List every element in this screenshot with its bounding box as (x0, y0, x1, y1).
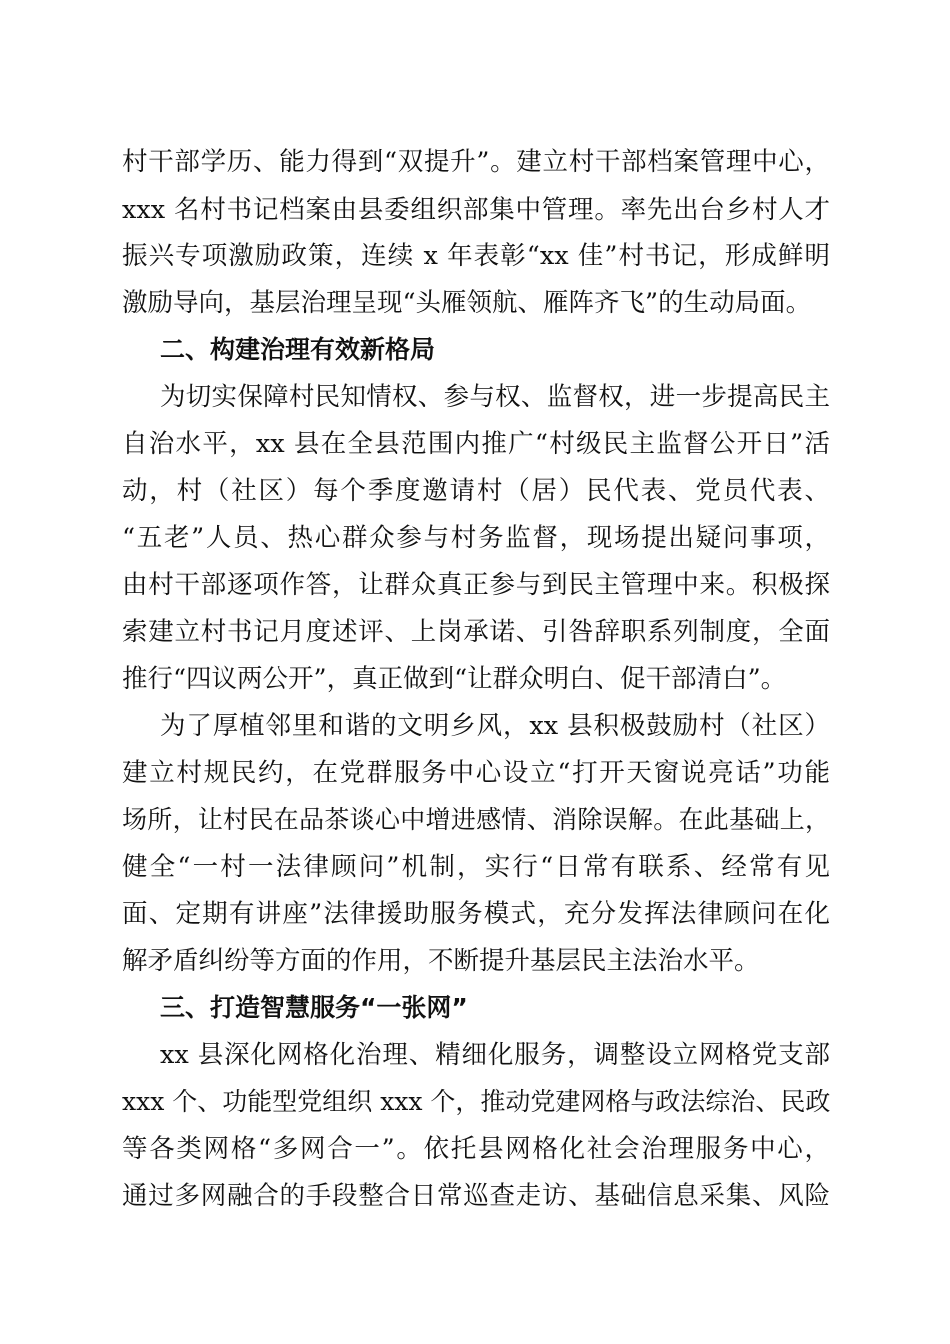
paragraph-line: 由村干部逐项作答，让群众真正参与到民主管理中来。积极探 (122, 570, 830, 600)
paragraph-line: 场所，让村民在品茶谈心中增进感情、消除误解。在此基础上， (122, 805, 830, 834)
paragraph-line: xx 县深化网格化治理、精细化服务，调整设立网格党支部 (160, 1040, 830, 1070)
paragraph-line: 村干部学历、能力得到“双提升”。建立村干部档案管理中心， (122, 147, 830, 177)
paragraph-line: “五老”人员、热心群众参与村务监督，现场提出疑问事项， (122, 523, 830, 553)
paragraph-line: 通过多网融合的手段整合日常巡查走访、基础信息采集、风险 (122, 1181, 830, 1211)
paragraph-line: 为切实保障村民知情权、参与权、监督权，进一步提高民主 (160, 382, 830, 412)
paragraph-line: 动，村（社区）每个季度邀请村（居）民代表、党员代表、 (122, 476, 830, 506)
paragraph-line: 振兴专项激励政策，连续 x 年表彰“xx 佳”村书记，形成鲜明 (122, 241, 830, 271)
paragraph-line: 解矛盾纠纷等方面的作用，不断提升基层民主法治水平。 (122, 946, 760, 976)
paragraph-line: 面、定期有讲座”法律援助服务模式，充分发挥法律顾问在化 (122, 899, 830, 929)
paragraph-line: 健全“一村一法律顾问”机制，实行“日常有联系、经常有见 (122, 852, 830, 882)
paragraph-line: 推行“四议两公开”，真正做到“让群众明白、促干部清白”。 (122, 664, 787, 694)
section-heading-3: 三、打造智慧服务“一张网” (160, 993, 468, 1022)
paragraph-line: 为了厚植邻里和谐的文明乡风，xx 县积极鼓励村（社区） (160, 711, 830, 741)
paragraph-line: xxx 名村书记档案由县委组织部集中管理。率先出台乡村人才 (122, 195, 830, 225)
paragraph-line: 激励导向，基层治理呈现“头雁领航、雁阵齐飞”的生动局面。 (122, 288, 812, 318)
paragraph-line: 自治水平，xx 县在全县范围内推广“村级民主监督公开日”活 (122, 429, 830, 459)
paragraph-line: 建立村规民约，在党群服务中心设立“打开天窗说亮话”功能 (122, 758, 830, 788)
paragraph-line: 索建立村书记月度述评、上岗承诺、引咎辞职系列制度，全面 (122, 617, 830, 647)
paragraph-line: xxx 个、功能型党组织 xxx 个，推动党建网格与政法综治、民政 (122, 1087, 831, 1116)
paragraph-line: 等各类网格“多网合一”。依托县网格化社会治理服务中心， (122, 1134, 830, 1164)
section-heading-2: 二、构建治理有效新格局 (160, 335, 436, 364)
